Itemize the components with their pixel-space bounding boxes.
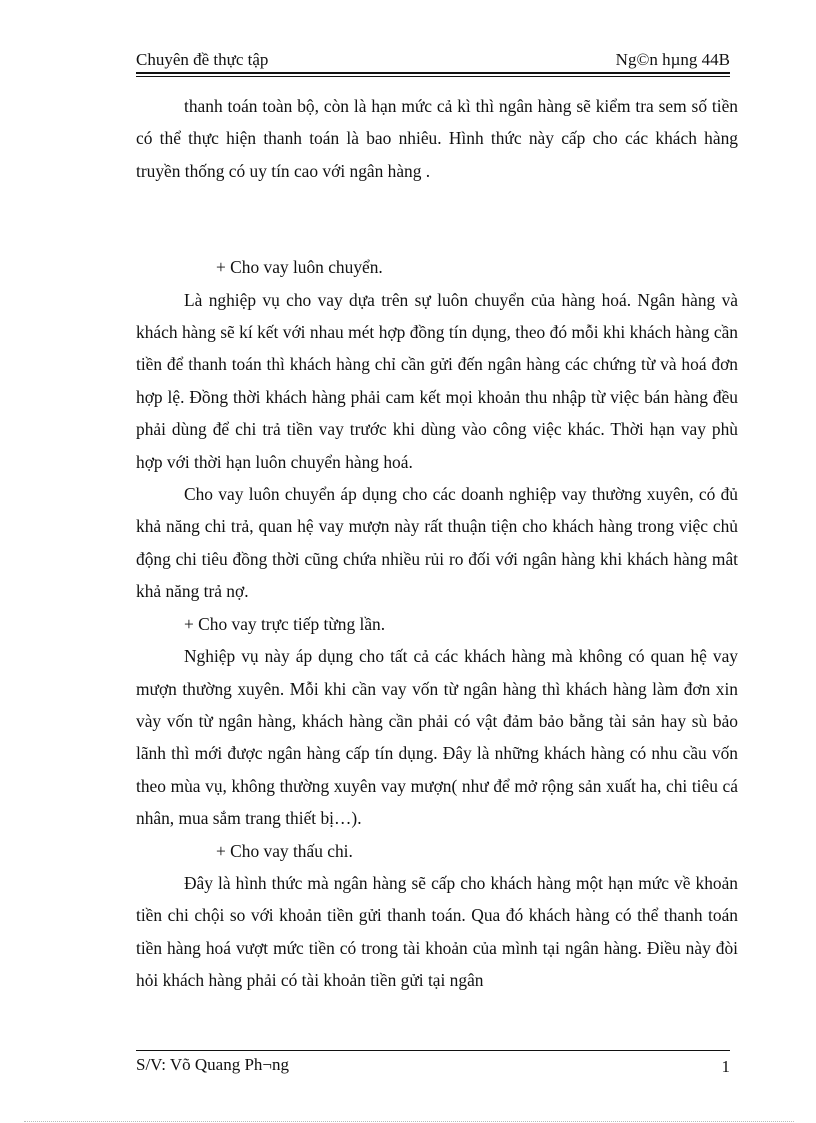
paragraph: Nghiệp vụ này áp dụng cho tất cả các khách hàng mà không có quan hệ vay mượn thường xuyên. Mỗi khi cần vay vốn từ ngân hàng thì khách hàng làm đơn xin vày vốn từ ngân hàng, khách hàng cần phải có vật đảm bảo bằng tài sản hay sù bảo lãnh thì mới được ngân hàng cấp tín dụng. Đây là những khách hàng có nhu cầu vốn theo mùa vụ, không thường xuyên vay mượn( như để mở rộng sản xuất ha, chi tiêu cá nhân, mua sắm trang thiết bị…). [136, 646, 738, 829]
page-edge-divider [24, 1121, 794, 1122]
header-rule-thin [136, 76, 730, 77]
paragraph: Cho vay luôn chuyển áp dụng cho các doanh nghiệp vay thường xuyên, có đủ khả năng chi trả, quan hệ vay mượn này rất thuận tiện cho khách hàng trong việc chủ động chi tiêu đồng thời cũng chứa nhiều rủi ro đối với ngân hàng khi khách hàng mât khả năng trả nợ. [136, 484, 738, 602]
footer-rule [136, 1050, 730, 1051]
subheading: + Cho vay trực tiếp từng lần. [184, 613, 386, 634]
header-rule [136, 72, 730, 74]
header-class: Ng©n hµng 44B [615, 50, 730, 69]
page-body [136, 90, 738, 997]
subheading: + Cho vay thấu chi. [216, 840, 353, 861]
footer-author: S/V: Võ Quang Ph¬ng [136, 1055, 289, 1074]
page-number: 1 [721, 1057, 730, 1076]
page-header [136, 48, 730, 72]
subheading: + Cho vay luôn chuyển. [216, 257, 383, 278]
paragraph: Là nghiệp vụ cho vay dựa trên sự luôn chuyển của hàng hoá. Ngân hàng và khách hàng sẽ kí kết với nhau mét hợp đồng tín dụng, theo đó mỗi khi khách hàng cần tiền để thanh toán thì khách hàng chỉ cần gửi đến ngân hàng các chứng từ và hoá đơn hợp lệ. Đồng thời khách hàng phải cam kết mọi khoản thu nhập từ việc bán hàng đều phải dùng để chi trả tiền vay trước khi dùng vào công việc khác. Thời hạn vay phù hợp với thời hạn luôn chuyển hàng hoá. [136, 289, 738, 472]
header-title: Chuyên đề thực tập [136, 50, 269, 69]
paragraph: Đây là hình thức mà ngân hàng sẽ cấp cho khách hàng một hạn mức về khoản tiền chi chội so với khoản tiền gửi thanh toán. Qua đó khách hàng có thể thanh toán tiền hàng hoá vượt mức tiền có trong tài khoản của mình tại ngân hàng. Điều này đòi hỏi khách hàng phải có tài khoản tiền gửi tại ngân [136, 872, 738, 991]
paragraph: thanh toán toàn bộ, còn là hạn mức cả kì thì ngân hàng sẽ kiểm tra sem số tiền có thể thực hiện thanh toán là bao nhiêu. Hình thức này cấp cho các khách hàng truyền thống có uy tín cao với ngân hàng . [136, 96, 738, 181]
spacer [136, 187, 738, 251]
